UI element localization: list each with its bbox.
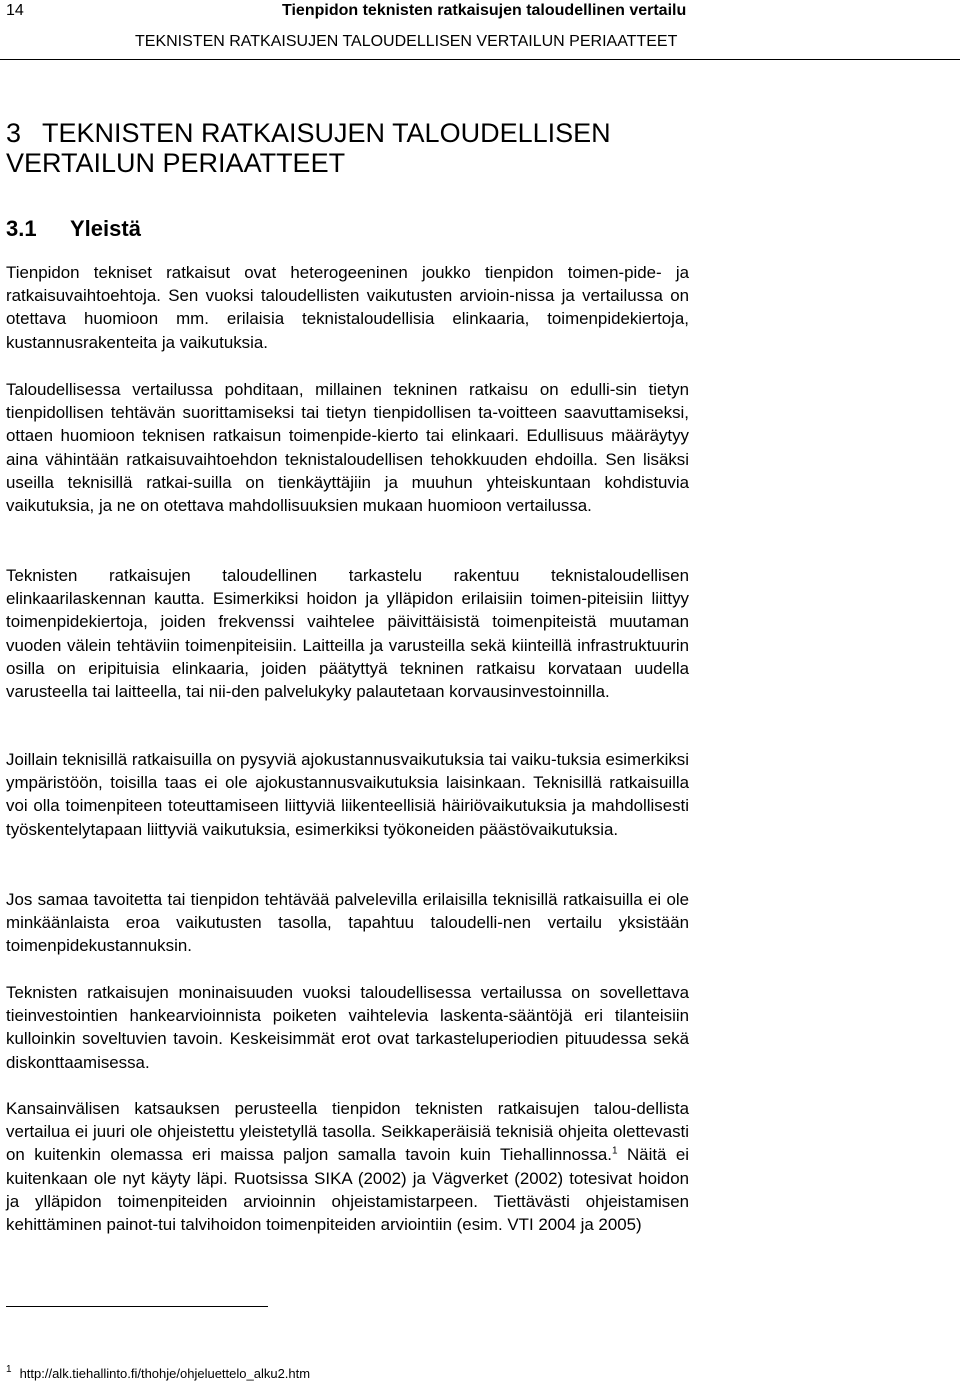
paragraph-text: Kansainvälisen katsauksen perusteella tienpidon teknisten ratkaisujen talou-dellista vertailua ei juuri ole ohjeistettu yleistetyllä tasolla. Seikkaperäisiä teknisiä ohjeita olettevasti on kuitenkin olemassa eri maissa paljon samalla tavoin kuin Tiehallinnossa. — [6, 1099, 689, 1165]
page-header — [0, 0, 960, 62]
paragraph-7 — [6, 1097, 689, 1236]
paragraph-text: Teknisten ratkaisujen moninaisuuden vuoksi taloudellisessa vertailussa on sovellettava tieinvestointien hankearvioinnista poiketen vaihtelevia laskenta-sääntöjä eri tilanteisiin kulloinkin soveltuvien tavoin. Keskeisimmät erot ovat tarkasteluperiodien pituudessa sekä diskonttaamisessa. — [6, 983, 689, 1072]
footnote-reference[interactable]: 1 — [611, 1145, 618, 1157]
footnote-mark: 1 — [6, 1364, 12, 1375]
footnote-link[interactable]: http://alk.tiehallinto.fi/thohje/ohjeluettelo_alku2.htm — [19, 1366, 311, 1381]
paragraph-1 — [6, 261, 689, 354]
paragraph-3 — [6, 564, 689, 703]
paragraph-text: Joillain teknisillä ratkaisuilla on pysyviä ajokustannusvaikutuksia tai vaiku-tuksia esimerkiksi ympäristöön, toisilla taas ei ole ajokustannusvaikutuksia laisinkaan. Teknisillä ratkaisuilla voi olla toimenpiteen toteuttamiseen liittyviä liikenteellisiä häiriövaikutuksia ja mahdollisesti työskentelytapaan liittyviä vaikutuksia, esimerkiksi työkoneiden päästövaikutuksia. — [6, 750, 689, 839]
paragraph-5 — [6, 888, 689, 958]
header-rule — [0, 59, 960, 60]
footnote — [6, 1366, 310, 1381]
running-subtitle: TEKNISTEN RATKAISUJEN TALOUDELLISEN VERTAILUN PERIAATTEET — [135, 33, 678, 50]
section-number: 3.1 — [6, 216, 37, 241]
chapter-number: 3 — [6, 118, 22, 148]
paragraph-text: Näitä ei kuitenkaan ole nyt käyty läpi. Ruotsissa SIKA (2002) ja Vägverket (2002) totesivat hoidon ja ylläpidon toimenpiteiden arvioinnin ohjeistamistarpeen. Tiettävästi ohjeistamisen kehittäminen painot-tui talvihoidon toimenpiteiden arviointiin (esim. VTI 2004 ja 2005) — [6, 1145, 689, 1235]
running-title: Tienpidon teknisten ratkaisujen taloudellinen vertailu — [282, 2, 687, 19]
paragraph-6 — [6, 981, 689, 1074]
paragraph-text: Tienpidon tekniset ratkaisut ovat heterogeeninen joukko tienpidon toimen-pide- ja ratkaisuvaihtoehtoja. Sen vuoksi taloudellisten vaikutusten arvioin-nissa ja vertailussa on otettava huomioon mm. erilaisia teknistaloudellisia elinkaaria, toimenpidekiertoja, kustannusrakenteita ja vaikutuksia. — [6, 263, 689, 352]
paragraph-text: Jos samaa tavoitetta tai tienpidon tehtävää palvelevilla erilaisilla teknisillä ratkaisuilla ei ole minkäänlaista eroa vaikutusten tasolla, tapahtuu taloudelli-nen vertailu yksistään toimenpidekustannuksin. — [6, 890, 689, 956]
paragraph-text: Taloudellisessa vertailussa pohditaan, millainen tekninen ratkaisu on edulli-sin tietyn tienpidollisen tehtävän suorittamiseksi tai tietyn tienpidollisen ta-voitteen saavuttamiseksi, ottaen huomioon teknisen ratkaisun toimenpide-kierto tai elinkaari. Edullisuus määräytyy aina vähintään ratkaisuvaihtoehdon teknistaloudellisen tehokkuuden ehdoilla. Sen lisäksi useilla teknisillä ratkai-suilla on tienkäyttäjiin ja muuhun yhteiskuntaan kohdistuvia vaikutuksia, ja ne on otettava mahdollisuuksien mukaan huomioon vertailussa. — [6, 380, 689, 516]
footnote-separator — [6, 1306, 268, 1307]
chapter-title-line2: VERTAILUN PERIAATTEET — [6, 148, 346, 178]
paragraph-4 — [6, 748, 689, 841]
chapter-title-line1: TEKNISTEN RATKAISUJEN TALOUDELLISEN — [42, 118, 611, 148]
section-title: Yleistä — [70, 216, 141, 241]
chapter-heading — [6, 118, 706, 178]
paragraph-2 — [6, 378, 689, 517]
paragraph-text: Teknisten ratkaisujen taloudellinen tarkastelu rakentuu teknistaloudellisen elinkaarilaskennan kautta. Esimerkiksi hoidon ja ylläpidon erilaisiin toimen-piteisiin liittyy toimenpidekiertoja, joiden frekvenssi vaihtelee päivittäisistä toimenpiteistä muutaman vuoden välein tehtäviin toimenpiteisiin. Laitteilla ja varusteilla sekä kiinteillä infrastruktuurin osilla on eripituisia elinkaaria, joiden päätyttyä tekninen ratkaisu korvataan uudella varusteella tai laitteella, tai nii-den palvelukyky palautetaan korvausinvestoinnilla. — [6, 566, 689, 702]
page-number: 14 — [6, 2, 24, 19]
section-heading — [6, 216, 141, 242]
